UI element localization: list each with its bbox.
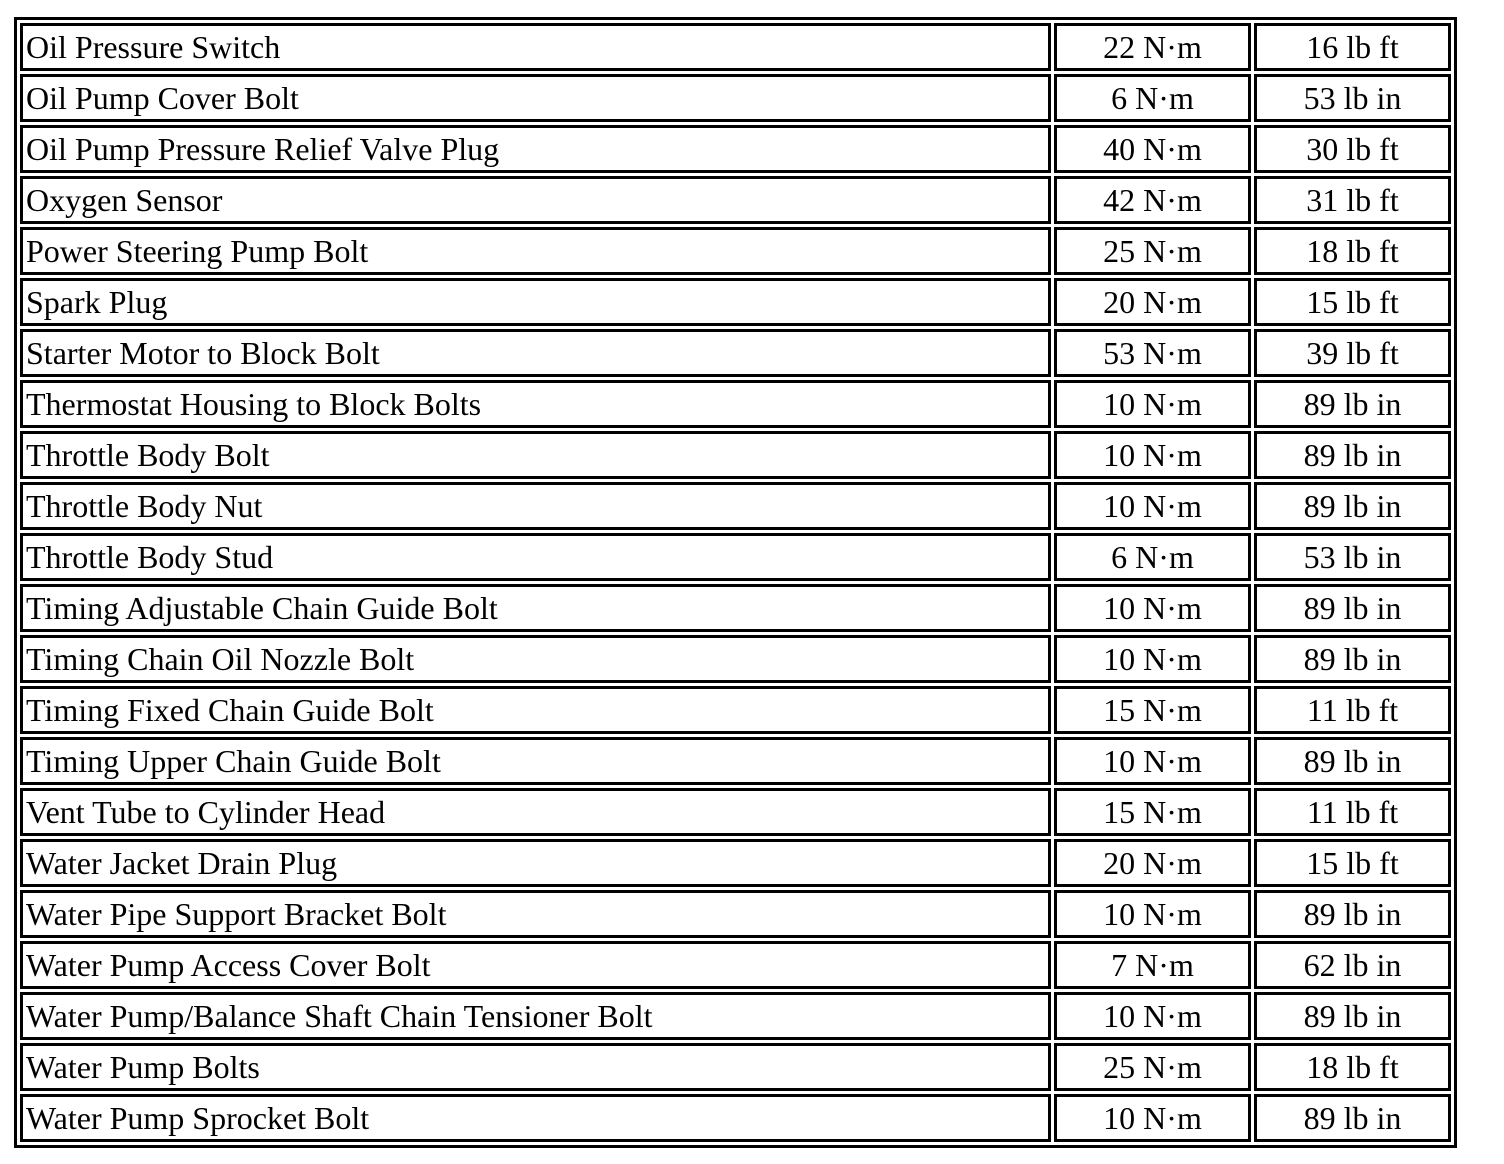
imperial-torque-cell: 11 lb ft [1254, 686, 1451, 734]
table-row [20, 329, 1451, 377]
component-cell: Throttle Body Stud [20, 533, 1051, 581]
table-row [20, 125, 1451, 173]
component-cell: Power Steering Pump Bolt [20, 227, 1051, 275]
component-cell: Oil Pump Cover Bolt [20, 74, 1051, 122]
metric-torque-cell: 10 N·m [1054, 380, 1251, 428]
imperial-torque-cell: 39 lb ft [1254, 329, 1451, 377]
component-cell: Timing Adjustable Chain Guide Bolt [20, 584, 1051, 632]
torque-spec-table [14, 17, 1457, 1148]
metric-torque-cell: 22 N·m [1054, 23, 1251, 71]
metric-torque-cell: 10 N·m [1054, 1094, 1251, 1142]
component-cell: Oxygen Sensor [20, 176, 1051, 224]
imperial-torque-cell: 89 lb in [1254, 431, 1451, 479]
component-cell: Water Jacket Drain Plug [20, 839, 1051, 887]
table-row [20, 23, 1451, 71]
table-row [20, 74, 1451, 122]
metric-torque-cell: 25 N·m [1054, 227, 1251, 275]
torque-spec-table-body [20, 23, 1451, 1142]
table-row [20, 533, 1451, 581]
metric-torque-cell: 7 N·m [1054, 941, 1251, 989]
component-cell: Water Pipe Support Bracket Bolt [20, 890, 1051, 938]
metric-torque-cell: 6 N·m [1054, 74, 1251, 122]
imperial-torque-cell: 89 lb in [1254, 737, 1451, 785]
component-cell: Water Pump Sprocket Bolt [20, 1094, 1051, 1142]
imperial-torque-cell: 89 lb in [1254, 584, 1451, 632]
table-row [20, 941, 1451, 989]
imperial-torque-cell: 89 lb in [1254, 1094, 1451, 1142]
component-cell: Timing Fixed Chain Guide Bolt [20, 686, 1051, 734]
component-cell: Water Pump Bolts [20, 1043, 1051, 1091]
component-cell: Starter Motor to Block Bolt [20, 329, 1051, 377]
table-row [20, 890, 1451, 938]
metric-torque-cell: 40 N·m [1054, 125, 1251, 173]
metric-torque-cell: 10 N·m [1054, 992, 1251, 1040]
imperial-torque-cell: 89 lb in [1254, 635, 1451, 683]
imperial-torque-cell: 53 lb in [1254, 74, 1451, 122]
metric-torque-cell: 25 N·m [1054, 1043, 1251, 1091]
table-row [20, 176, 1451, 224]
component-cell: Oil Pressure Switch [20, 23, 1051, 71]
table-row [20, 635, 1451, 683]
imperial-torque-cell: 15 lb ft [1254, 278, 1451, 326]
component-cell: Oil Pump Pressure Relief Valve Plug [20, 125, 1051, 173]
imperial-torque-cell: 16 lb ft [1254, 23, 1451, 71]
component-cell: Water Pump/Balance Shaft Chain Tensioner Bolt [20, 992, 1051, 1040]
metric-torque-cell: 10 N·m [1054, 482, 1251, 530]
table-row [20, 482, 1451, 530]
imperial-torque-cell: 11 lb ft [1254, 788, 1451, 836]
imperial-torque-cell: 89 lb in [1254, 890, 1451, 938]
component-cell: Thermostat Housing to Block Bolts [20, 380, 1051, 428]
table-row [20, 1043, 1451, 1091]
table-row [20, 278, 1451, 326]
metric-torque-cell: 10 N·m [1054, 431, 1251, 479]
table-row [20, 380, 1451, 428]
metric-torque-cell: 53 N·m [1054, 329, 1251, 377]
metric-torque-cell: 10 N·m [1054, 584, 1251, 632]
imperial-torque-cell: 31 lb ft [1254, 176, 1451, 224]
component-cell: Throttle Body Nut [20, 482, 1051, 530]
table-row [20, 839, 1451, 887]
component-cell: Timing Upper Chain Guide Bolt [20, 737, 1051, 785]
metric-torque-cell: 10 N·m [1054, 635, 1251, 683]
component-cell: Vent Tube to Cylinder Head [20, 788, 1051, 836]
table-row [20, 737, 1451, 785]
imperial-torque-cell: 62 lb in [1254, 941, 1451, 989]
table-row [20, 992, 1451, 1040]
metric-torque-cell: 10 N·m [1054, 890, 1251, 938]
table-row [20, 686, 1451, 734]
table-row [20, 788, 1451, 836]
imperial-torque-cell: 15 lb ft [1254, 839, 1451, 887]
imperial-torque-cell: 89 lb in [1254, 380, 1451, 428]
imperial-torque-cell: 18 lb ft [1254, 227, 1451, 275]
imperial-torque-cell: 53 lb in [1254, 533, 1451, 581]
component-cell: Spark Plug [20, 278, 1051, 326]
metric-torque-cell: 42 N·m [1054, 176, 1251, 224]
imperial-torque-cell: 89 lb in [1254, 992, 1451, 1040]
imperial-torque-cell: 30 lb ft [1254, 125, 1451, 173]
component-cell: Throttle Body Bolt [20, 431, 1051, 479]
table-row [20, 584, 1451, 632]
metric-torque-cell: 20 N·m [1054, 278, 1251, 326]
table-row [20, 227, 1451, 275]
metric-torque-cell: 15 N·m [1054, 686, 1251, 734]
metric-torque-cell: 15 N·m [1054, 788, 1251, 836]
metric-torque-cell: 10 N·m [1054, 737, 1251, 785]
metric-torque-cell: 6 N·m [1054, 533, 1251, 581]
imperial-torque-cell: 18 lb ft [1254, 1043, 1451, 1091]
table-row [20, 1094, 1451, 1142]
component-cell: Timing Chain Oil Nozzle Bolt [20, 635, 1051, 683]
metric-torque-cell: 20 N·m [1054, 839, 1251, 887]
component-cell: Water Pump Access Cover Bolt [20, 941, 1051, 989]
table-row [20, 431, 1451, 479]
imperial-torque-cell: 89 lb in [1254, 482, 1451, 530]
